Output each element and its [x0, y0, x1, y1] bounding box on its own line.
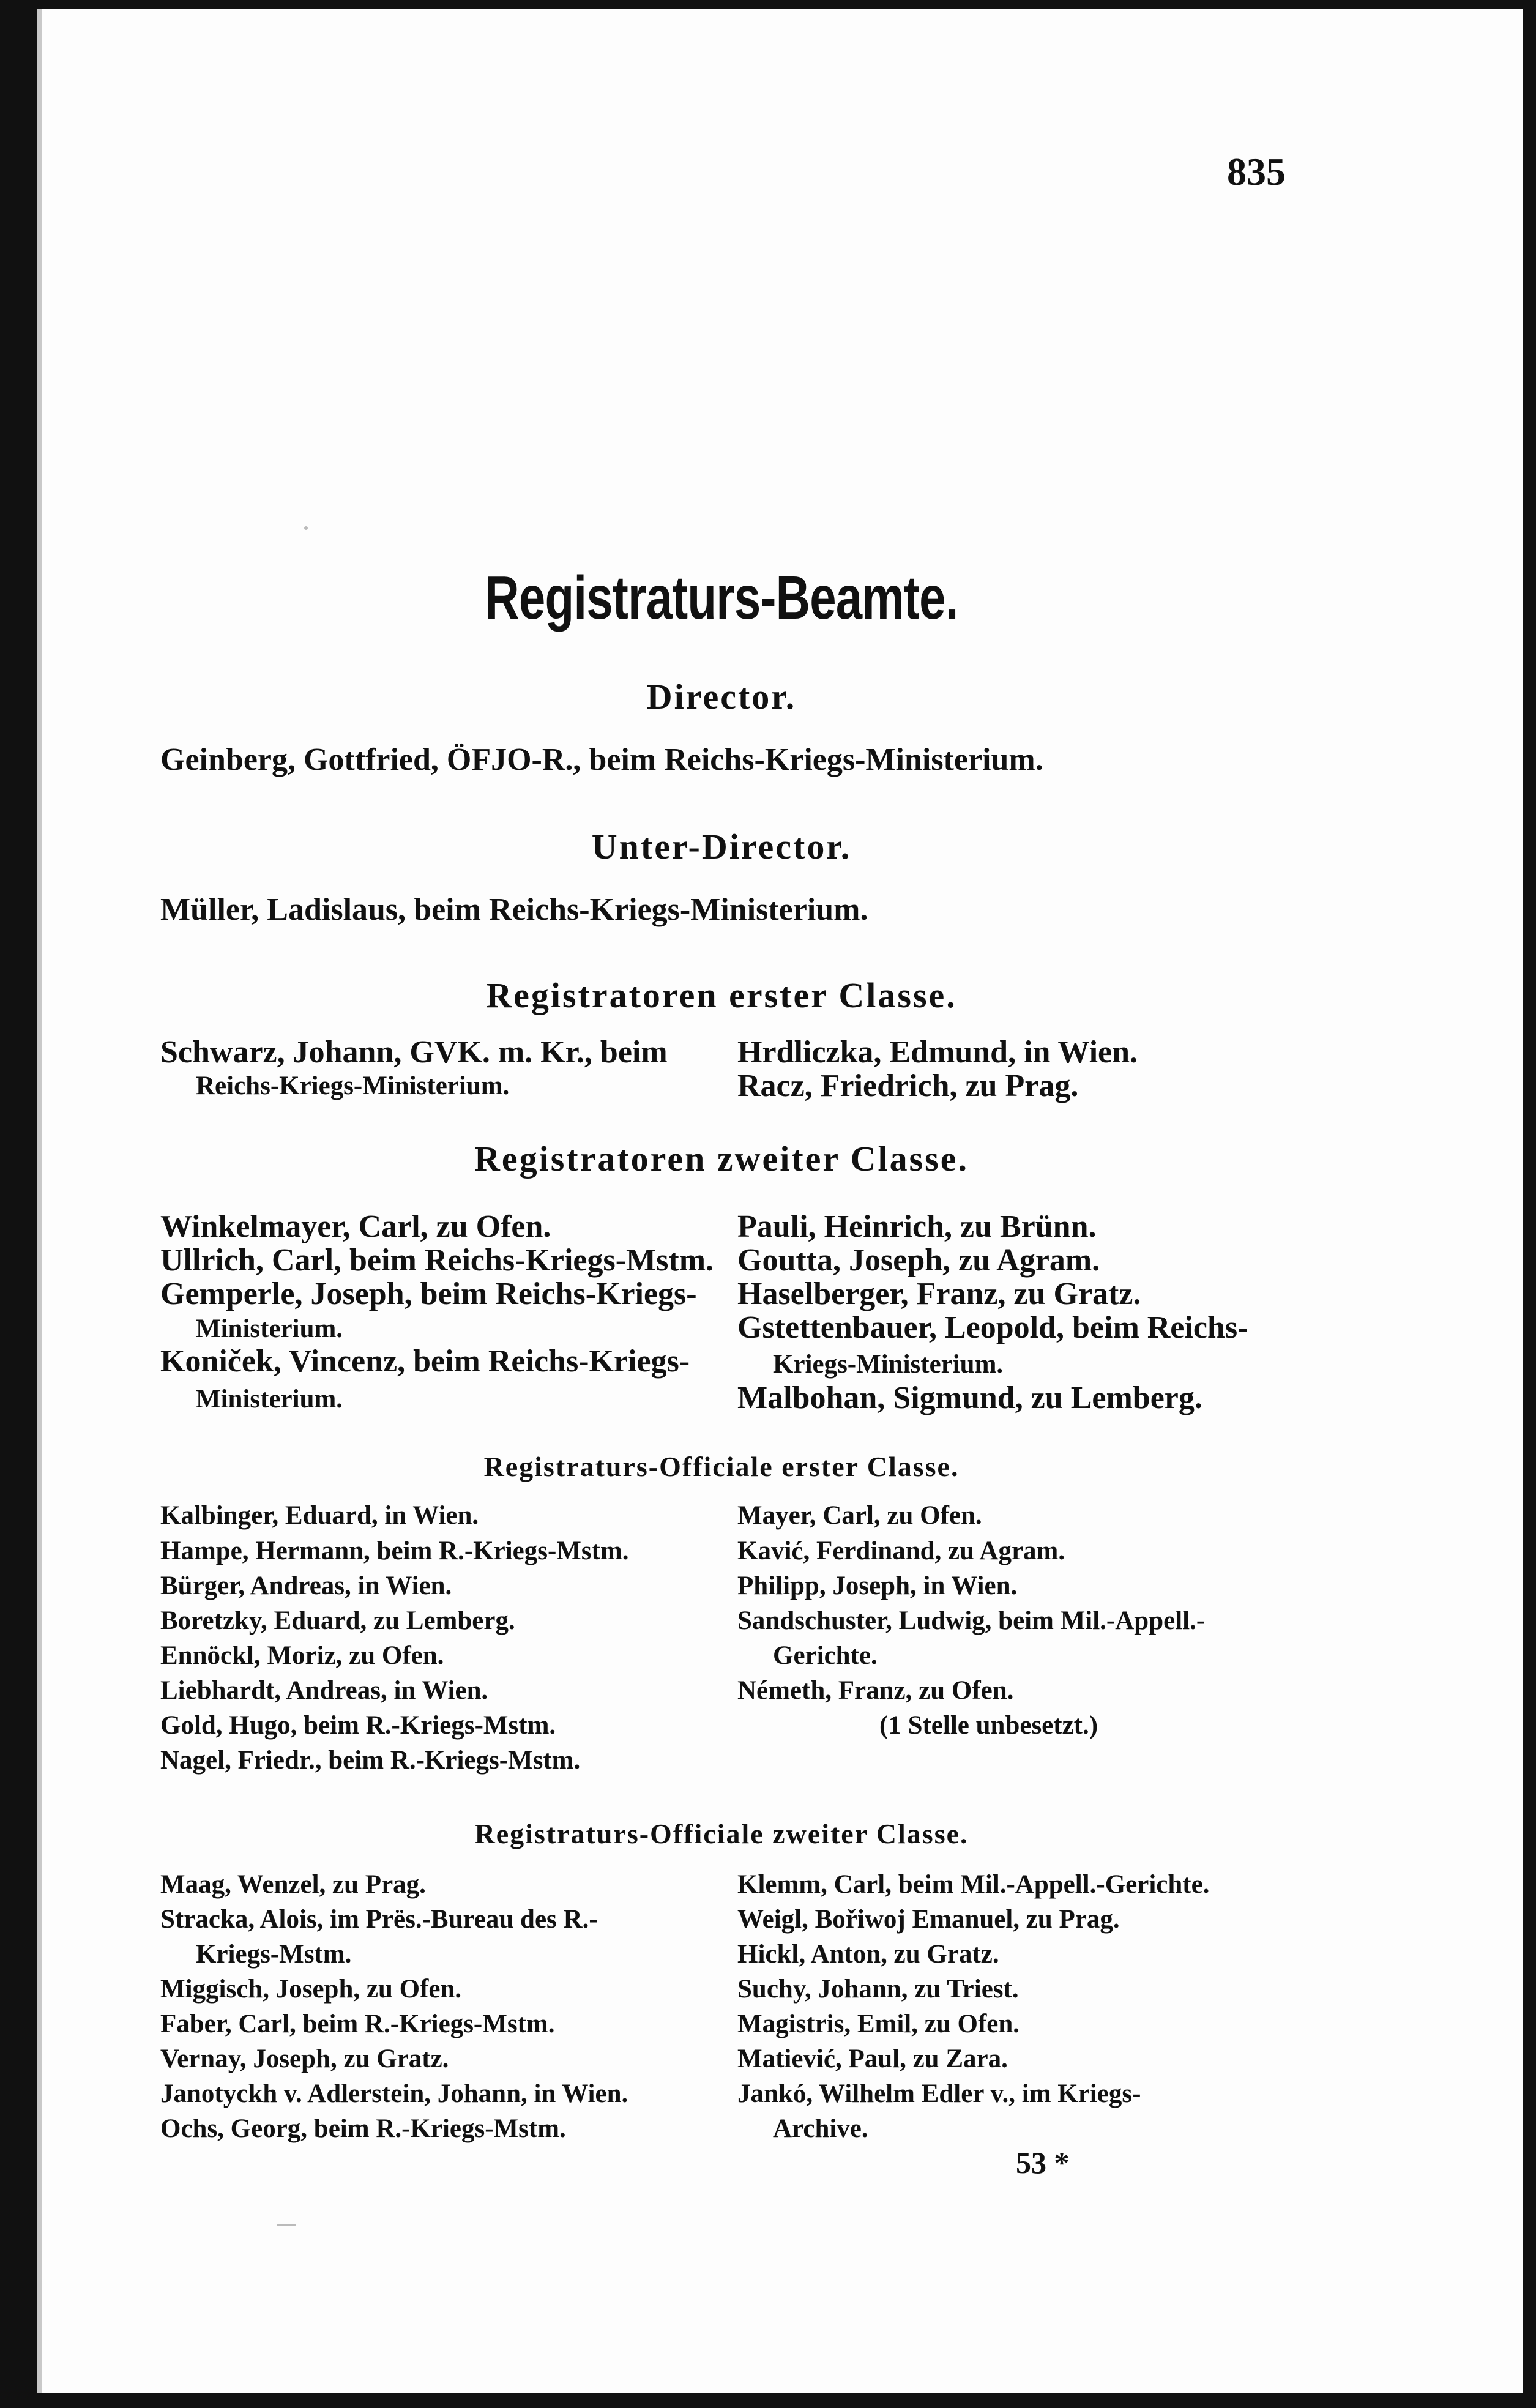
officiale-erster-left-1: Hampe, Hermann, beim R.-Kriegs-Mstm.	[160, 1537, 629, 1565]
registrator-erster-left-0: Schwarz, Johann, GVK. m. Kr., beim	[160, 1035, 668, 1070]
officiale-zweiter-right-5: Matiević, Paul, zu Zara.	[737, 2045, 1008, 2073]
officiale-zweiter-right-4: Magistris, Emil, zu Ofen.	[737, 2010, 1020, 2038]
officiale-erster-right-6: (1 Stelle unbesetzt.)	[879, 1711, 1098, 1740]
registrator-zweiter-right-4: Kriegs-Ministerium.	[773, 1350, 1004, 1379]
registrator-zweiter-left-2: Gemperle, Joseph, beim Reichs-Kriegs-	[160, 1277, 697, 1311]
officiale-zweiter-left-5: Vernay, Joseph, zu Gratz.	[160, 2045, 449, 2073]
officiale-zweiter-left-4: Faber, Carl, beim R.-Kriegs-Mstm.	[160, 2010, 555, 2038]
heading-unter-director: Unter-Director.	[591, 827, 852, 867]
officiale-erster-right-1: Kavić, Ferdinand, zu Agram.	[737, 1537, 1065, 1565]
heading-registratoren-zweiter: Registratoren zweiter Classe.	[474, 1139, 969, 1179]
officiale-erster-right-5: Németh, Franz, zu Ofen.	[737, 1676, 1014, 1705]
officiale-erster-left-0: Kalbinger, Eduard, in Wien.	[160, 1501, 479, 1530]
officiale-zweiter-right-2: Hickl, Anton, zu Gratz.	[737, 1940, 999, 1969]
registrator-erster-right-1: Racz, Friedrich, zu Prag.	[737, 1068, 1079, 1103]
officiale-erster-right-4: Gerichte.	[773, 1641, 878, 1670]
officiale-zweiter-left-7: Ochs, Georg, beim R.-Kriegs-Mstm.	[160, 2114, 566, 2143]
officiale-erster-right-2: Philipp, Joseph, in Wien.	[737, 1571, 1018, 1600]
scan-border-right	[1523, 0, 1536, 2408]
scan-border-top	[0, 0, 1536, 9]
registrator-erster-right-0: Hrdliczka, Edmund, in Wien.	[737, 1035, 1138, 1070]
registrator-zweiter-right-3: Gstettenbauer, Leopold, beim Reichs-	[737, 1310, 1248, 1345]
heading-director: Director.	[646, 677, 797, 717]
officiale-erster-left-4: Ennöckl, Moriz, zu Ofen.	[160, 1641, 444, 1670]
officiale-erster-left-3: Boretzky, Eduard, zu Lemberg.	[160, 1606, 515, 1635]
officiale-zweiter-right-3: Suchy, Johann, zu Triest.	[737, 1975, 1019, 2004]
officiale-zweiter-right-7: Archive.	[773, 2114, 868, 2143]
officiale-zweiter-right-0: Klemm, Carl, beim Mil.-Appell.-Gerichte.	[737, 1870, 1210, 1899]
registrator-zweiter-right-2: Haselberger, Franz, zu Gratz.	[737, 1277, 1141, 1311]
director-entry: Geinberg, Gottfried, ÖFJO-R., beim Reichs-Kriegs-Ministerium.	[160, 742, 1043, 777]
registrator-zweiter-left-1: Ullrich, Carl, beim Reichs-Kriegs-Mstm.	[160, 1243, 714, 1278]
officiale-zweiter-left-0: Maag, Wenzel, zu Prag.	[160, 1870, 426, 1899]
officiale-erster-left-5: Liebhardt, Andreas, in Wien.	[160, 1676, 488, 1705]
officiale-erster-left-6: Gold, Hugo, beim R.-Kriegs-Mstm.	[160, 1711, 556, 1740]
scan-dot	[304, 526, 308, 530]
registrator-zweiter-right-5: Malbohan, Sigmund, zu Lemberg.	[737, 1381, 1202, 1415]
heading-officiale-erster: Registraturs-Officiale erster Classe.	[483, 1451, 960, 1482]
registrator-erster-left-1: Reichs-Kriegs-Ministerium.	[196, 1072, 510, 1100]
officiale-zweiter-left-6: Janotyckh v. Adlerstein, Johann, in Wien.	[160, 2079, 628, 2108]
officiale-zweiter-right-1: Weigl, Bořiwoj Emanuel, zu Prag.	[737, 1905, 1120, 1934]
officiale-zweiter-left-3: Miggisch, Joseph, zu Ofen.	[160, 1975, 462, 2004]
registrator-zweiter-right-0: Pauli, Heinrich, zu Brünn.	[737, 1209, 1097, 1244]
registrator-zweiter-right-1: Goutta, Joseph, zu Agram.	[737, 1243, 1100, 1278]
scan-border-left	[0, 0, 37, 2408]
officiale-zweiter-right-6: Jankó, Wilhelm Edler v., im Kriegs-	[737, 2079, 1141, 2108]
officiale-erster-left-2: Bürger, Andreas, in Wien.	[160, 1571, 452, 1600]
page-number: 835	[1227, 150, 1286, 193]
officiale-erster-right-0: Mayer, Carl, zu Ofen.	[737, 1501, 982, 1530]
scan-border-bottom	[0, 2393, 1536, 2408]
officiale-erster-left-7: Nagel, Friedr., beim R.-Kriegs-Mstm.	[160, 1746, 581, 1775]
registrator-zweiter-left-0: Winkelmayer, Carl, zu Ofen.	[160, 1209, 551, 1244]
officiale-zweiter-left-1: Stracka, Alois, im Prës.-Bureau des R.-	[160, 1905, 598, 1934]
officiale-zweiter-left-2: Kriegs-Mstm.	[196, 1940, 352, 1969]
registrator-zweiter-left-3: Ministerium.	[196, 1314, 343, 1343]
heading-registratoren-erster: Registratoren erster Classe.	[486, 975, 957, 1015]
page-title: Registraturs-Beamte.	[485, 564, 958, 632]
signature-mark: 53 *	[1016, 2145, 1070, 2180]
scan-smudge	[277, 2224, 296, 2226]
heading-officiale-zweiter: Registraturs-Officiale zweiter Classe.	[474, 1818, 969, 1849]
unter-director-entry: Müller, Ladislaus, beim Reichs-Kriegs-Ministerium.	[160, 892, 868, 927]
registrator-zweiter-left-4: Koniček, Vincenz, beim Reichs-Kriegs-	[160, 1344, 690, 1379]
registrator-zweiter-left-5: Ministerium.	[196, 1385, 343, 1414]
officiale-erster-right-3: Sandschuster, Ludwig, beim Mil.-Appell.-	[737, 1606, 1206, 1635]
page-inner-edge	[37, 9, 42, 2393]
